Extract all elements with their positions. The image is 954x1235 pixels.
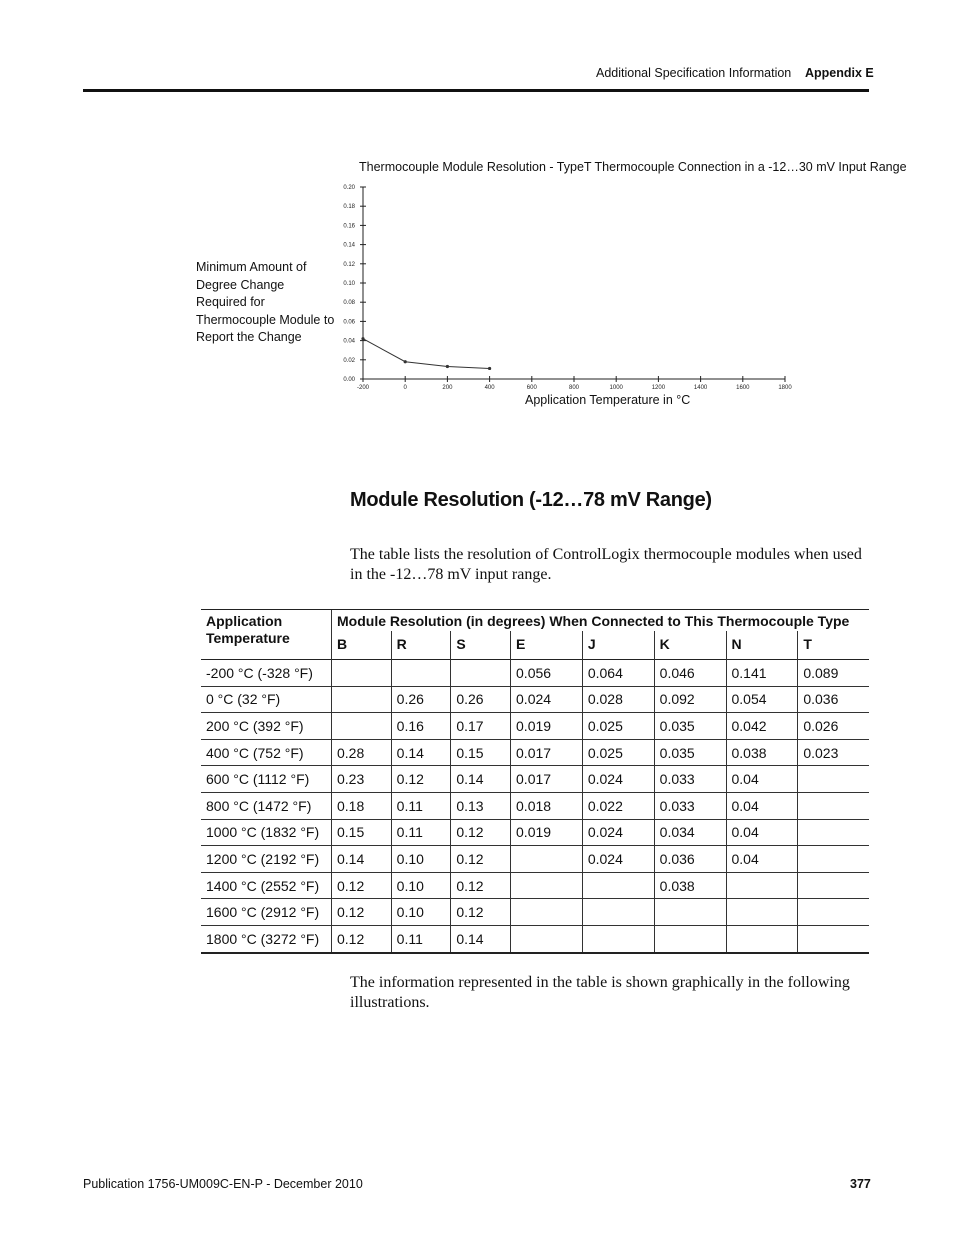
resolution-cell-n: 0.038 <box>726 739 798 766</box>
resolution-cell-s <box>451 660 511 687</box>
resolution-cell-e: 0.056 <box>511 660 583 687</box>
resolution-cell-e: 0.019 <box>511 819 583 846</box>
resolution-cell-k: 0.034 <box>654 819 726 846</box>
resolution-cell-t <box>798 792 869 819</box>
table-row <box>201 686 869 713</box>
running-header-section: Additional Specification Information <box>596 66 792 80</box>
resolution-cell-t <box>798 766 869 793</box>
x-tick-label: 800 <box>568 385 580 391</box>
chart-title: Thermocouple Module Resolution - TypeT Thermocouple Connection in a -12…30 mV Input Range <box>359 160 907 174</box>
resolution-cell-b: 0.23 <box>332 766 392 793</box>
header-type-k: K <box>654 631 726 660</box>
header-type-n: N <box>726 631 798 660</box>
table-header-row <box>201 610 869 632</box>
y-tick-label: 0.00 <box>343 377 355 383</box>
x-tick-label: 1200 <box>651 385 666 391</box>
resolution-cell-j <box>582 925 654 952</box>
y-tick-label: 0.04 <box>343 338 355 345</box>
x-tick-label: 0 <box>403 385 407 391</box>
resolution-cell-j <box>582 899 654 926</box>
header-type-t: T <box>798 631 869 660</box>
table-row <box>201 819 869 846</box>
resolution-cell-n: 0.141 <box>726 660 798 687</box>
table-row <box>201 899 869 926</box>
resolution-cell-n <box>726 925 798 952</box>
resolution-cell-r <box>391 660 451 687</box>
resolution-cell-e <box>511 846 583 873</box>
x-tick-label: 1400 <box>693 385 708 391</box>
resolution-cell-e: 0.017 <box>511 766 583 793</box>
x-tick-label: 600 <box>526 385 537 391</box>
resolution-cell-b: 0.14 <box>332 846 392 873</box>
resolution-cell-t <box>798 872 869 899</box>
x-tick-label: 200 <box>442 385 453 391</box>
resolution-cell-j: 0.064 <box>582 660 654 687</box>
resolution-cell-s: 0.12 <box>451 872 511 899</box>
y-tick-label: 0.08 <box>343 300 355 307</box>
data-point <box>488 367 491 370</box>
temperature-cell: 200 °C (392 °F) <box>201 713 332 740</box>
resolution-cell-s: 0.14 <box>451 925 511 952</box>
resolution-cell-n: 0.042 <box>726 713 798 740</box>
temperature-cell: 1600 °C (2912 °F) <box>201 899 332 926</box>
resolution-cell-j: 0.028 <box>582 686 654 713</box>
resolution-cell-t: 0.026 <box>798 713 869 740</box>
chart-y-axis-label: Minimum Amount of Degree Change Required for Thermocouple Module to Report the Change <box>196 260 335 344</box>
resolution-cell-t <box>798 899 869 926</box>
resolution-cell-b: 0.12 <box>332 872 392 899</box>
resolution-cell-j <box>582 872 654 899</box>
resolution-cell-r: 0.11 <box>391 792 451 819</box>
header-type-s: S <box>451 631 511 660</box>
resolution-cell-n <box>726 872 798 899</box>
data-point <box>404 360 407 363</box>
resolution-cell-b: 0.15 <box>332 819 392 846</box>
resolution-cell-e <box>511 925 583 952</box>
outro-paragraph: The information represented in the table is shown graphically in the following illustrations. <box>350 974 850 1011</box>
resolution-cell-r: 0.16 <box>391 713 451 740</box>
temperature-cell: 1400 °C (2552 °F) <box>201 872 332 899</box>
x-tick-label: 1000 <box>609 385 623 391</box>
intro-paragraph: The table lists the resolution of ControlLogix thermocouple modules when used in the -12…78 mV input range. <box>350 546 862 583</box>
footer-publication: Publication 1756-UM009C-EN-P - December 2010 <box>83 1177 363 1191</box>
resolution-cell-t: 0.036 <box>798 686 869 713</box>
resolution-cell-r: 0.10 <box>391 872 451 899</box>
header-type-j: J <box>582 631 654 660</box>
table-row <box>201 660 869 687</box>
resolution-cell-e: 0.024 <box>511 686 583 713</box>
resolution-cell-n: 0.04 <box>726 792 798 819</box>
header-application-temperature: Application Temperature <box>201 610 332 660</box>
table-row <box>201 766 869 793</box>
y-tick-label: 0.10 <box>343 281 355 287</box>
resolution-cell-j: 0.022 <box>582 792 654 819</box>
temperature-cell: 1200 °C (2192 °F) <box>201 846 332 873</box>
header-type-b: B <box>332 631 392 660</box>
resolution-cell-n: 0.04 <box>726 766 798 793</box>
y-tick-label: 0.16 <box>343 223 355 230</box>
data-point <box>361 337 364 340</box>
resolution-cell-b: 0.28 <box>332 739 392 766</box>
resolution-cell-s: 0.13 <box>451 792 511 819</box>
resolution-cell-k: 0.035 <box>654 739 726 766</box>
header-module-resolution: Module Resolution (in degrees) When Connected to This Thermocouple Type <box>332 610 870 632</box>
chart-x-axis-label: Application Temperature in °C <box>525 393 691 407</box>
resolution-cell-k <box>654 899 726 926</box>
resolution-cell-b: 0.12 <box>332 925 392 952</box>
resolution-cell-r: 0.14 <box>391 739 451 766</box>
resolution-cell-e: 0.019 <box>511 713 583 740</box>
resolution-cell-b <box>332 686 392 713</box>
series-line <box>363 339 490 369</box>
y-tick-label: 0.02 <box>343 357 355 364</box>
y-tick-label: 0.20 <box>343 185 355 191</box>
x-tick-label: 1800 <box>778 385 792 391</box>
y-tick-label: 0.12 <box>343 261 355 268</box>
resolution-line-chart <box>330 180 810 395</box>
resolution-cell-k: 0.036 <box>654 846 726 873</box>
resolution-cell-b: 0.12 <box>332 899 392 926</box>
resolution-cell-n: 0.054 <box>726 686 798 713</box>
resolution-cell-j: 0.024 <box>582 819 654 846</box>
resolution-cell-s: 0.14 <box>451 766 511 793</box>
temperature-cell: 600 °C (1112 °F) <box>201 766 332 793</box>
resolution-cell-j: 0.025 <box>582 739 654 766</box>
resolution-cell-b: 0.18 <box>332 792 392 819</box>
y-tick-label: 0.18 <box>343 204 355 211</box>
resolution-cell-j: 0.025 <box>582 713 654 740</box>
resolution-cell-s: 0.12 <box>451 819 511 846</box>
resolution-cell-t <box>798 925 869 952</box>
header-rule <box>83 89 869 92</box>
resolution-cell-k: 0.038 <box>654 872 726 899</box>
resolution-cell-s: 0.26 <box>451 686 511 713</box>
table-row <box>201 739 869 766</box>
resolution-cell-e <box>511 899 583 926</box>
resolution-cell-j: 0.024 <box>582 766 654 793</box>
x-tick-label: 1600 <box>736 385 750 391</box>
resolution-cell-r: 0.11 <box>391 925 451 952</box>
resolution-cell-b <box>332 713 392 740</box>
resolution-cell-s: 0.12 <box>451 899 511 926</box>
resolution-cell-t <box>798 846 869 873</box>
resolution-cell-b <box>332 660 392 687</box>
temperature-cell: 800 °C (1472 °F) <box>201 792 332 819</box>
header-type-e: E <box>511 631 583 660</box>
resolution-cell-e: 0.017 <box>511 739 583 766</box>
temperature-cell: 1800 °C (3272 °F) <box>201 925 332 952</box>
resolution-cell-s: 0.15 <box>451 739 511 766</box>
resolution-cell-e: 0.018 <box>511 792 583 819</box>
table-row <box>201 925 869 952</box>
resolution-cell-t: 0.089 <box>798 660 869 687</box>
resolution-cell-j: 0.024 <box>582 846 654 873</box>
header-type-r: R <box>391 631 451 660</box>
table-row <box>201 846 869 873</box>
resolution-cell-k: 0.046 <box>654 660 726 687</box>
resolution-cell-k: 0.092 <box>654 686 726 713</box>
resolution-cell-r: 0.10 <box>391 846 451 873</box>
y-tick-label: 0.06 <box>343 319 355 326</box>
resolution-cell-e <box>511 872 583 899</box>
resolution-cell-n: 0.04 <box>726 846 798 873</box>
resolution-cell-r: 0.11 <box>391 819 451 846</box>
y-tick-label: 0.14 <box>343 242 355 249</box>
resolution-cell-s: 0.12 <box>451 846 511 873</box>
resolution-cell-k: 0.033 <box>654 766 726 793</box>
resolution-cell-r: 0.10 <box>391 899 451 926</box>
x-tick-label: -200 <box>356 385 370 391</box>
data-point <box>446 365 449 368</box>
running-header-appendix: Appendix E <box>805 66 874 80</box>
section-title: Module Resolution (-12…78 mV Range) <box>350 489 712 511</box>
resolution-cell-t: 0.023 <box>798 739 869 766</box>
resolution-cell-t <box>798 819 869 846</box>
temperature-cell: 1000 °C (1832 °F) <box>201 819 332 846</box>
table-row <box>201 713 869 740</box>
temperature-cell: -200 °C (-328 °F) <box>201 660 332 687</box>
resolution-cell-s: 0.17 <box>451 713 511 740</box>
temperature-cell: 0 °C (32 °F) <box>201 686 332 713</box>
x-tick-label: 400 <box>484 385 495 391</box>
table-row <box>201 872 869 899</box>
table-row <box>201 792 869 819</box>
resolution-cell-r: 0.12 <box>391 766 451 793</box>
resolution-cell-n <box>726 899 798 926</box>
resolution-cell-k <box>654 925 726 952</box>
temperature-cell: 400 °C (752 °F) <box>201 739 332 766</box>
resolution-cell-n: 0.04 <box>726 819 798 846</box>
resolution-cell-r: 0.26 <box>391 686 451 713</box>
resolution-table <box>201 609 869 954</box>
resolution-cell-k: 0.035 <box>654 713 726 740</box>
resolution-cell-k: 0.033 <box>654 792 726 819</box>
page-number: 377 <box>850 1177 871 1191</box>
